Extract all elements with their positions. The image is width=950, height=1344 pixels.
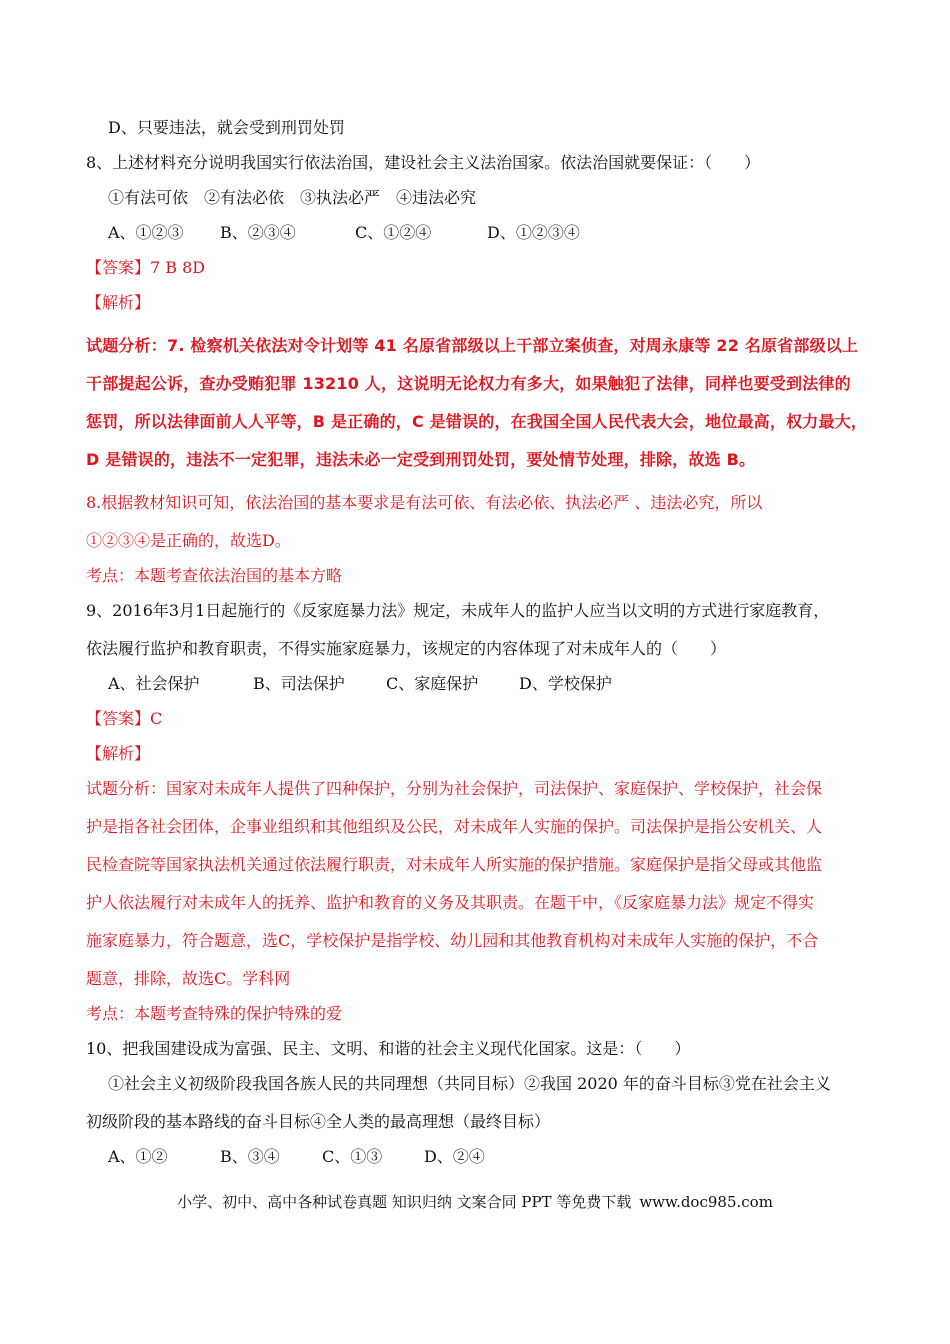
option: B、司法保护	[253, 674, 345, 693]
analysis-9-line: 施家庭暴力，符合题意，选C，学校保护是指学校、幼儿园和其他教育机构对未成年人实施的保护，不合	[86, 931, 819, 950]
option: D、①②③④	[487, 223, 580, 242]
question-10-items: 初级阶段的基本路线的奋斗目标④全人类的最高理想（最终目标）	[86, 1112, 551, 1131]
analysis-9-line: 试题分析：国家对未成年人提供了四种保护，分别为社会保护，司法保护、家庭保护、学校保护，社会保	[86, 779, 823, 798]
question-8: 8、上述材料充分说明我国实行依法治国，建设社会主义法治国家。依法治国就要保证：（ ）	[86, 153, 761, 172]
option: A、社会保护	[108, 674, 200, 693]
analysis-8-line: ①②③④是正确的，故选D。	[86, 531, 291, 550]
question-10-options	[108, 1147, 485, 1167]
question-8-items: ①有法可依 ②有法必依 ③执法必严 ④违法必究	[108, 188, 477, 207]
answer-7-8: 【答案】7 B 8D	[86, 258, 206, 277]
analysis-7-line: 干部提起公诉，查办受贿犯罪 13210 人，这说明无论权力有多大，如果触犯了法律，同样也要受到法律的	[86, 374, 851, 393]
analysis-9-line: 题意，排除，故选C。学科网	[86, 969, 291, 988]
option: A、①②	[108, 1147, 168, 1166]
footer-url: www.doc985.com	[639, 1193, 773, 1211]
question-10: 10、把我国建设成为富强、民主、文明、和谐的社会主义现代化国家。这是：（ ）	[86, 1039, 691, 1058]
option: D、②④	[424, 1147, 485, 1166]
option: B、③④	[220, 1147, 280, 1166]
answer-9: 【答案】C	[86, 709, 163, 728]
analysis-9-line: 护人依法履行对未成年人的抚养、监护和教育的义务及其职责。在题干中，《反家庭暴力法》规定不得实	[86, 893, 815, 912]
question-9: 9、2016年3月1日起施行的《反家庭暴力法》规定，未成年人的监护人应当以文明的方式进行家庭教育，	[86, 601, 830, 620]
question-9: 依法履行监护和教育职责，不得实施家庭暴力，该规定的内容体现了对未成年人的（ ）	[86, 639, 727, 658]
option: A、①②③	[108, 223, 184, 242]
analysis-heading: 【解析】	[86, 293, 151, 312]
option: C、①②④	[355, 223, 432, 242]
analysis-7-line: 试题分析：7. 检察机关依法对令计划等 41 名原省部级以上干部立案侦查，对周永康等 22 名原省部级以上	[86, 336, 859, 355]
knowledge-point: 考点：本题考查依法治国的基本方略	[86, 566, 343, 585]
option-d-line: D、只要违法，就会受到刑罚处罚	[108, 118, 345, 137]
question-8-options	[108, 223, 580, 243]
option: D、学校保护	[519, 674, 612, 693]
analysis-9-line: 民检查院等国家执法机关通过依法履行职责，对未成年人所实施的保护措施。家庭保护是指父母或其他监	[86, 855, 823, 874]
analysis-7-line: D 是错误的，违法不一定犯罪，违法未必一定受到刑罚处罚，要处情节处理，排除，故选 B。	[86, 450, 756, 469]
knowledge-point: 考点：本题考查特殊的保护特殊的爱	[86, 1004, 343, 1023]
option: B、②③④	[220, 223, 296, 242]
analysis-9-line: 护是指各社会团体，企事业组织和其他组织及公民，对未成年人实施的保护。司法保护是指公安机关、人	[86, 817, 823, 836]
page-footer	[0, 1191, 950, 1212]
analysis-7-line: 惩罚，所以法律面前人人平等，B 是正确的，C 是错误的，在我国全国人民代表大会，地位最高，权力最大，	[86, 412, 868, 431]
analysis-heading: 【解析】	[86, 744, 151, 763]
question-10-items: ①社会主义初级阶段我国各族人民的共同理想（共同目标）②我国 2020 年的奋斗目标③党在社会主义	[108, 1074, 831, 1093]
question-9-options	[108, 674, 612, 694]
option: C、①③	[322, 1147, 383, 1166]
footer-text: 小学、初中、高中各种试卷真题 知识归纳 文案合同 PPT 等免费下载	[177, 1193, 632, 1211]
option: C、家庭保护	[386, 674, 479, 693]
analysis-8-line: 8.根据教材知识可知，依法治国的基本要求是有法可依、有法必依、执法必严 、违法必究，所以	[86, 493, 763, 512]
